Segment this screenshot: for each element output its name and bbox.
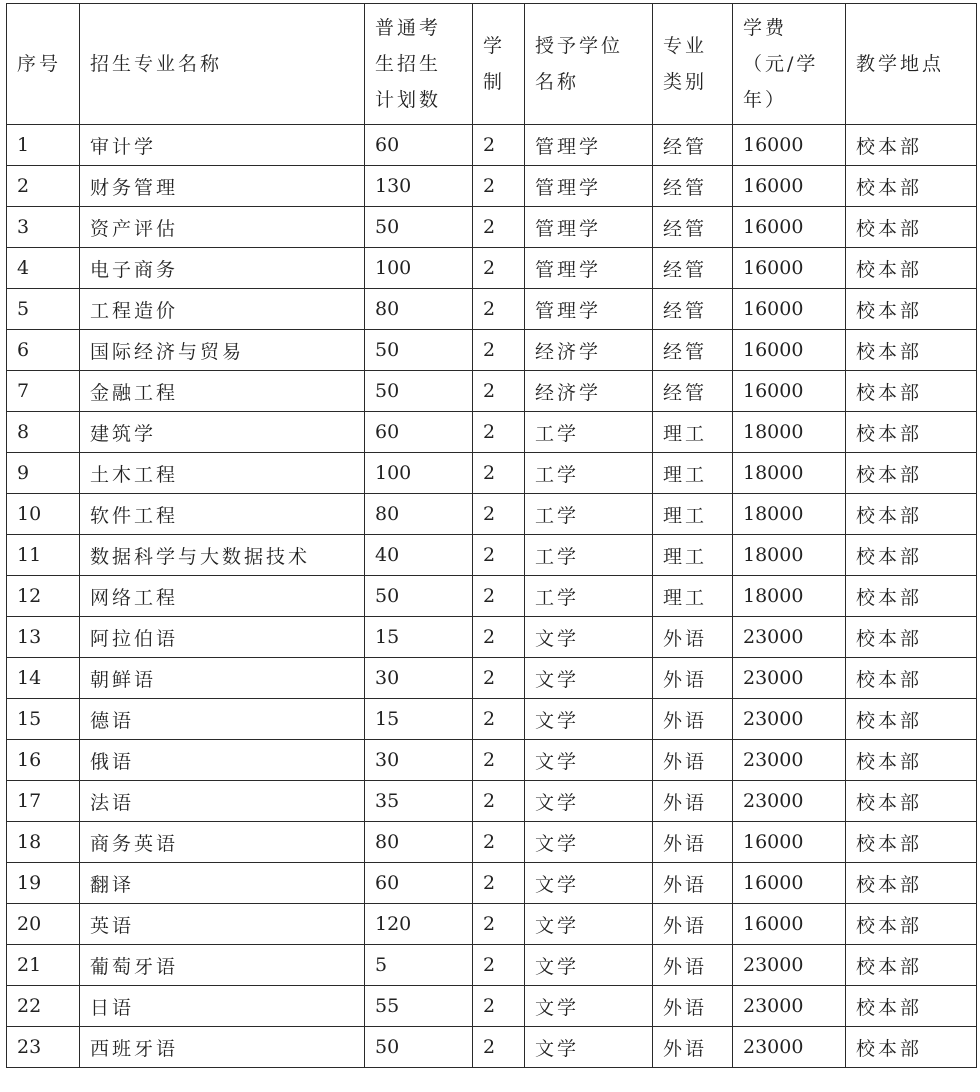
cell-tuition: 18000 (733, 412, 846, 453)
cell-duration: 2 (473, 576, 525, 617)
cell-index: 17 (7, 781, 80, 822)
cell-major-name: 土木工程 (80, 453, 365, 494)
cell-enrollment-count: 80 (365, 822, 473, 863)
table-row (7, 330, 977, 371)
cell-degree: 文学 (525, 699, 653, 740)
cell-enrollment-count: 5 (365, 945, 473, 986)
cell-index: 4 (7, 248, 80, 289)
table-row (7, 658, 977, 699)
cell-major-name: 阿拉伯语 (80, 617, 365, 658)
header-tuition: 学费 （元/学 年） (733, 4, 846, 125)
cell-degree: 文学 (525, 781, 653, 822)
cell-major-name: 俄语 (80, 740, 365, 781)
cell-index: 16 (7, 740, 80, 781)
cell-tuition: 16000 (733, 371, 846, 412)
cell-enrollment-count: 40 (365, 535, 473, 576)
table-row (7, 453, 977, 494)
header-degree: 授予学位 名称 (525, 4, 653, 125)
cell-major-name: 建筑学 (80, 412, 365, 453)
cell-index: 21 (7, 945, 80, 986)
cell-tuition: 16000 (733, 125, 846, 166)
cell-duration: 2 (473, 248, 525, 289)
cell-index: 3 (7, 207, 80, 248)
table-row (7, 945, 977, 986)
cell-major-name: 财务管理 (80, 166, 365, 207)
cell-degree: 管理学 (525, 125, 653, 166)
cell-index: 5 (7, 289, 80, 330)
cell-location: 校本部 (846, 1027, 977, 1068)
cell-category: 外语 (653, 863, 733, 904)
cell-category: 外语 (653, 740, 733, 781)
cell-location: 校本部 (846, 412, 977, 453)
cell-index: 2 (7, 166, 80, 207)
cell-duration: 2 (473, 453, 525, 494)
enrollment-plan-table (6, 3, 977, 1068)
cell-index: 15 (7, 699, 80, 740)
cell-degree: 文学 (525, 740, 653, 781)
table-row (7, 494, 977, 535)
cell-major-name: 工程造价 (80, 289, 365, 330)
cell-major-name: 西班牙语 (80, 1027, 365, 1068)
cell-enrollment-count: 55 (365, 986, 473, 1027)
cell-category: 外语 (653, 1027, 733, 1068)
cell-location: 校本部 (846, 576, 977, 617)
cell-index: 14 (7, 658, 80, 699)
header-major-name: 招生专业名称 (80, 4, 365, 125)
header-index: 序号 (7, 4, 80, 125)
cell-enrollment-count: 35 (365, 781, 473, 822)
cell-location: 校本部 (846, 535, 977, 576)
cell-location: 校本部 (846, 453, 977, 494)
cell-duration: 2 (473, 494, 525, 535)
cell-tuition: 16000 (733, 166, 846, 207)
cell-tuition: 16000 (733, 330, 846, 371)
cell-duration: 2 (473, 781, 525, 822)
cell-tuition: 18000 (733, 453, 846, 494)
cell-enrollment-count: 50 (365, 207, 473, 248)
cell-tuition: 18000 (733, 494, 846, 535)
header-category: 专业 类别 (653, 4, 733, 125)
cell-major-name: 德语 (80, 699, 365, 740)
header-location: 教学地点 (846, 4, 977, 125)
cell-tuition: 18000 (733, 576, 846, 617)
cell-enrollment-count: 30 (365, 658, 473, 699)
cell-category: 外语 (653, 617, 733, 658)
cell-major-name: 朝鲜语 (80, 658, 365, 699)
cell-degree: 工学 (525, 453, 653, 494)
cell-index: 11 (7, 535, 80, 576)
table-row (7, 289, 977, 330)
cell-major-name: 法语 (80, 781, 365, 822)
cell-category: 外语 (653, 904, 733, 945)
cell-index: 10 (7, 494, 80, 535)
cell-location: 校本部 (846, 945, 977, 986)
cell-major-name: 资产评估 (80, 207, 365, 248)
cell-location: 校本部 (846, 740, 977, 781)
table-row (7, 1027, 977, 1068)
table-row (7, 371, 977, 412)
cell-degree: 文学 (525, 1027, 653, 1068)
cell-tuition: 23000 (733, 699, 846, 740)
table-row (7, 863, 977, 904)
cell-degree: 工学 (525, 412, 653, 453)
cell-degree: 文学 (525, 904, 653, 945)
cell-degree: 文学 (525, 658, 653, 699)
table-row (7, 904, 977, 945)
table-row (7, 699, 977, 740)
cell-degree: 文学 (525, 863, 653, 904)
cell-duration: 2 (473, 207, 525, 248)
cell-duration: 2 (473, 945, 525, 986)
cell-duration: 2 (473, 904, 525, 945)
cell-degree: 工学 (525, 535, 653, 576)
table-row (7, 617, 977, 658)
cell-index: 20 (7, 904, 80, 945)
cell-major-name: 网络工程 (80, 576, 365, 617)
cell-category: 理工 (653, 453, 733, 494)
cell-location: 校本部 (846, 822, 977, 863)
cell-category: 经管 (653, 371, 733, 412)
cell-location: 校本部 (846, 248, 977, 289)
cell-duration: 2 (473, 740, 525, 781)
cell-location: 校本部 (846, 330, 977, 371)
cell-tuition: 18000 (733, 535, 846, 576)
cell-duration: 2 (473, 617, 525, 658)
cell-location: 校本部 (846, 904, 977, 945)
cell-index: 22 (7, 986, 80, 1027)
cell-index: 9 (7, 453, 80, 494)
cell-category: 外语 (653, 945, 733, 986)
table-row (7, 576, 977, 617)
cell-index: 23 (7, 1027, 80, 1068)
table-row (7, 986, 977, 1027)
cell-tuition: 16000 (733, 289, 846, 330)
cell-category: 外语 (653, 699, 733, 740)
table-row (7, 412, 977, 453)
cell-index: 12 (7, 576, 80, 617)
cell-enrollment-count: 50 (365, 1027, 473, 1068)
cell-category: 外语 (653, 781, 733, 822)
cell-degree: 工学 (525, 576, 653, 617)
cell-enrollment-count: 80 (365, 494, 473, 535)
cell-duration: 2 (473, 371, 525, 412)
header-row (7, 4, 977, 125)
cell-major-name: 软件工程 (80, 494, 365, 535)
cell-duration: 2 (473, 330, 525, 371)
cell-category: 外语 (653, 658, 733, 699)
cell-enrollment-count: 15 (365, 699, 473, 740)
cell-index: 19 (7, 863, 80, 904)
table-row (7, 248, 977, 289)
cell-degree: 文学 (525, 945, 653, 986)
table-row (7, 740, 977, 781)
cell-major-name: 葡萄牙语 (80, 945, 365, 986)
cell-category: 经管 (653, 289, 733, 330)
cell-index: 8 (7, 412, 80, 453)
table-row (7, 207, 977, 248)
cell-location: 校本部 (846, 617, 977, 658)
cell-degree: 管理学 (525, 166, 653, 207)
cell-location: 校本部 (846, 494, 977, 535)
cell-duration: 2 (473, 125, 525, 166)
cell-major-name: 日语 (80, 986, 365, 1027)
cell-enrollment-count: 50 (365, 576, 473, 617)
cell-enrollment-count: 80 (365, 289, 473, 330)
cell-index: 13 (7, 617, 80, 658)
cell-degree: 经济学 (525, 330, 653, 371)
cell-location: 校本部 (846, 125, 977, 166)
cell-category: 理工 (653, 494, 733, 535)
table-header (7, 4, 977, 125)
header-duration: 学 制 (473, 4, 525, 125)
cell-major-name: 审计学 (80, 125, 365, 166)
cell-enrollment-count: 50 (365, 330, 473, 371)
cell-major-name: 电子商务 (80, 248, 365, 289)
cell-tuition: 23000 (733, 945, 846, 986)
cell-tuition: 23000 (733, 1027, 846, 1068)
cell-category: 理工 (653, 535, 733, 576)
cell-enrollment-count: 60 (365, 412, 473, 453)
cell-category: 外语 (653, 986, 733, 1027)
cell-degree: 经济学 (525, 371, 653, 412)
cell-location: 校本部 (846, 289, 977, 330)
cell-enrollment-count: 60 (365, 125, 473, 166)
cell-location: 校本部 (846, 166, 977, 207)
cell-enrollment-count: 15 (365, 617, 473, 658)
cell-duration: 2 (473, 822, 525, 863)
table-row (7, 781, 977, 822)
cell-duration: 2 (473, 863, 525, 904)
table-row (7, 125, 977, 166)
header-enrollment-count: 普通考 生招生 计划数 (365, 4, 473, 125)
cell-enrollment-count: 50 (365, 371, 473, 412)
cell-duration: 2 (473, 658, 525, 699)
cell-category: 经管 (653, 248, 733, 289)
cell-location: 校本部 (846, 863, 977, 904)
cell-enrollment-count: 30 (365, 740, 473, 781)
cell-duration: 2 (473, 166, 525, 207)
cell-major-name: 翻译 (80, 863, 365, 904)
cell-index: 6 (7, 330, 80, 371)
table-row (7, 166, 977, 207)
cell-major-name: 商务英语 (80, 822, 365, 863)
cell-enrollment-count: 120 (365, 904, 473, 945)
cell-tuition: 16000 (733, 207, 846, 248)
cell-duration: 2 (473, 699, 525, 740)
cell-tuition: 23000 (733, 781, 846, 822)
table-body (7, 125, 977, 1068)
cell-category: 经管 (653, 125, 733, 166)
cell-tuition: 16000 (733, 863, 846, 904)
cell-tuition: 16000 (733, 248, 846, 289)
cell-tuition: 23000 (733, 986, 846, 1027)
cell-tuition: 23000 (733, 740, 846, 781)
cell-degree: 文学 (525, 617, 653, 658)
table-row (7, 535, 977, 576)
cell-enrollment-count: 100 (365, 453, 473, 494)
cell-major-name: 国际经济与贸易 (80, 330, 365, 371)
cell-enrollment-count: 130 (365, 166, 473, 207)
cell-location: 校本部 (846, 371, 977, 412)
cell-degree: 管理学 (525, 207, 653, 248)
cell-duration: 2 (473, 535, 525, 576)
cell-index: 7 (7, 371, 80, 412)
cell-degree: 管理学 (525, 289, 653, 330)
cell-duration: 2 (473, 412, 525, 453)
cell-tuition: 23000 (733, 617, 846, 658)
cell-location: 校本部 (846, 781, 977, 822)
cell-category: 理工 (653, 412, 733, 453)
cell-degree: 管理学 (525, 248, 653, 289)
cell-category: 经管 (653, 166, 733, 207)
cell-major-name: 金融工程 (80, 371, 365, 412)
cell-category: 理工 (653, 576, 733, 617)
cell-enrollment-count: 100 (365, 248, 473, 289)
cell-location: 校本部 (846, 207, 977, 248)
cell-category: 经管 (653, 207, 733, 248)
cell-tuition: 16000 (733, 822, 846, 863)
cell-location: 校本部 (846, 699, 977, 740)
cell-tuition: 23000 (733, 658, 846, 699)
cell-duration: 2 (473, 986, 525, 1027)
cell-degree: 工学 (525, 494, 653, 535)
cell-major-name: 英语 (80, 904, 365, 945)
cell-enrollment-count: 60 (365, 863, 473, 904)
cell-location: 校本部 (846, 658, 977, 699)
cell-index: 1 (7, 125, 80, 166)
cell-duration: 2 (473, 1027, 525, 1068)
cell-major-name: 数据科学与大数据技术 (80, 535, 365, 576)
cell-index: 18 (7, 822, 80, 863)
cell-tuition: 16000 (733, 904, 846, 945)
cell-category: 外语 (653, 822, 733, 863)
cell-degree: 文学 (525, 822, 653, 863)
cell-location: 校本部 (846, 986, 977, 1027)
cell-duration: 2 (473, 289, 525, 330)
cell-degree: 文学 (525, 986, 653, 1027)
table-row (7, 822, 977, 863)
cell-category: 经管 (653, 330, 733, 371)
